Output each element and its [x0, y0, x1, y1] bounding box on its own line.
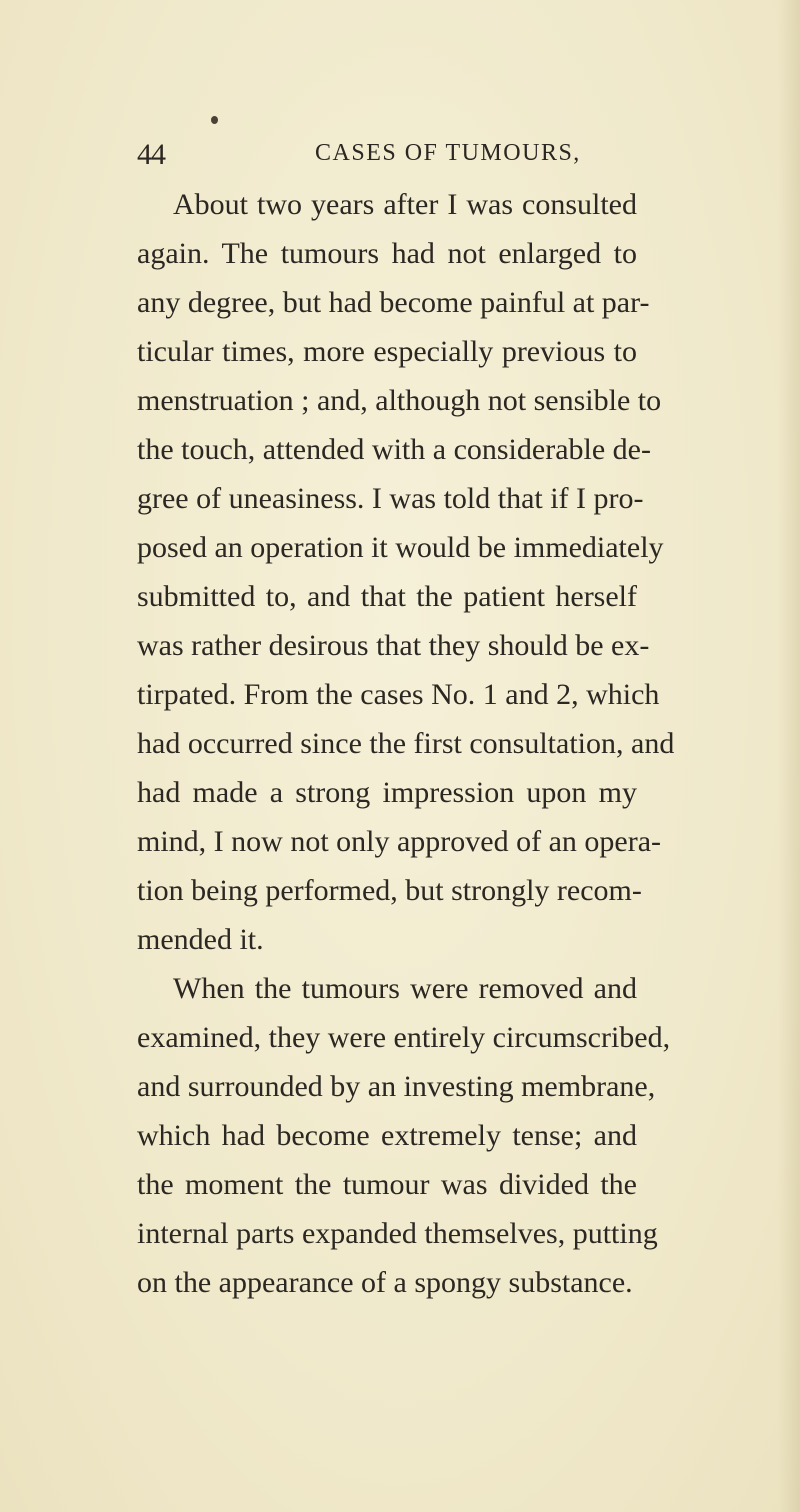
body-text [137, 180, 675, 1307]
text-line: the touch, attended with a considerable de- [137, 433, 651, 466]
text-line: posed an operation it would be immediately [137, 531, 664, 564]
text-line: mind, I now not only approved of an opera- [137, 825, 662, 858]
running-head: CASES OF TUMOURS, [315, 140, 581, 166]
text-line: on the appearance of a spongy substance. [137, 1266, 633, 1299]
text-line: mended it. [137, 923, 264, 956]
text-line: and surrounded by an investing membrane, [137, 1070, 656, 1103]
text-line: tion being performed, but strongly recom- [137, 874, 642, 907]
page-header [137, 138, 637, 174]
text-line: the moment the tumour was divided the [137, 1168, 637, 1201]
text-line: had made a strong impression upon my [137, 776, 637, 809]
text-line: was rather desirous that they should be ex- [137, 629, 650, 662]
text-line: again. The tumours had not enlarged to [137, 237, 637, 270]
text-line: submitted to, and that the patient herself [137, 580, 637, 613]
text-line: examined, they were entirely circumscribed, [137, 1021, 671, 1054]
text-line: menstruation ; and, although not sensible to [137, 384, 662, 417]
page-number: 44 [137, 138, 165, 171]
text-line: any degree, but had become painful at par- [137, 286, 650, 319]
text-line: About two years after I was consulted [173, 188, 637, 221]
text-line: ticular times, more especially previous to [137, 335, 637, 368]
text-line: internal parts expanded themselves, putting [137, 1217, 658, 1250]
page-edge-shadow [778, 0, 800, 1512]
ink-speck [211, 116, 218, 124]
text-line: gree of uneasiness. I was told that if I pro- [137, 482, 644, 515]
text-line: When the tumours were removed and [173, 972, 637, 1005]
text-line: which had become extremely tense; and [137, 1119, 637, 1152]
text-line: tirpated. From the cases No. 1 and 2, which [137, 678, 660, 711]
text-line: had occurred since the first consultation, and [137, 727, 675, 760]
